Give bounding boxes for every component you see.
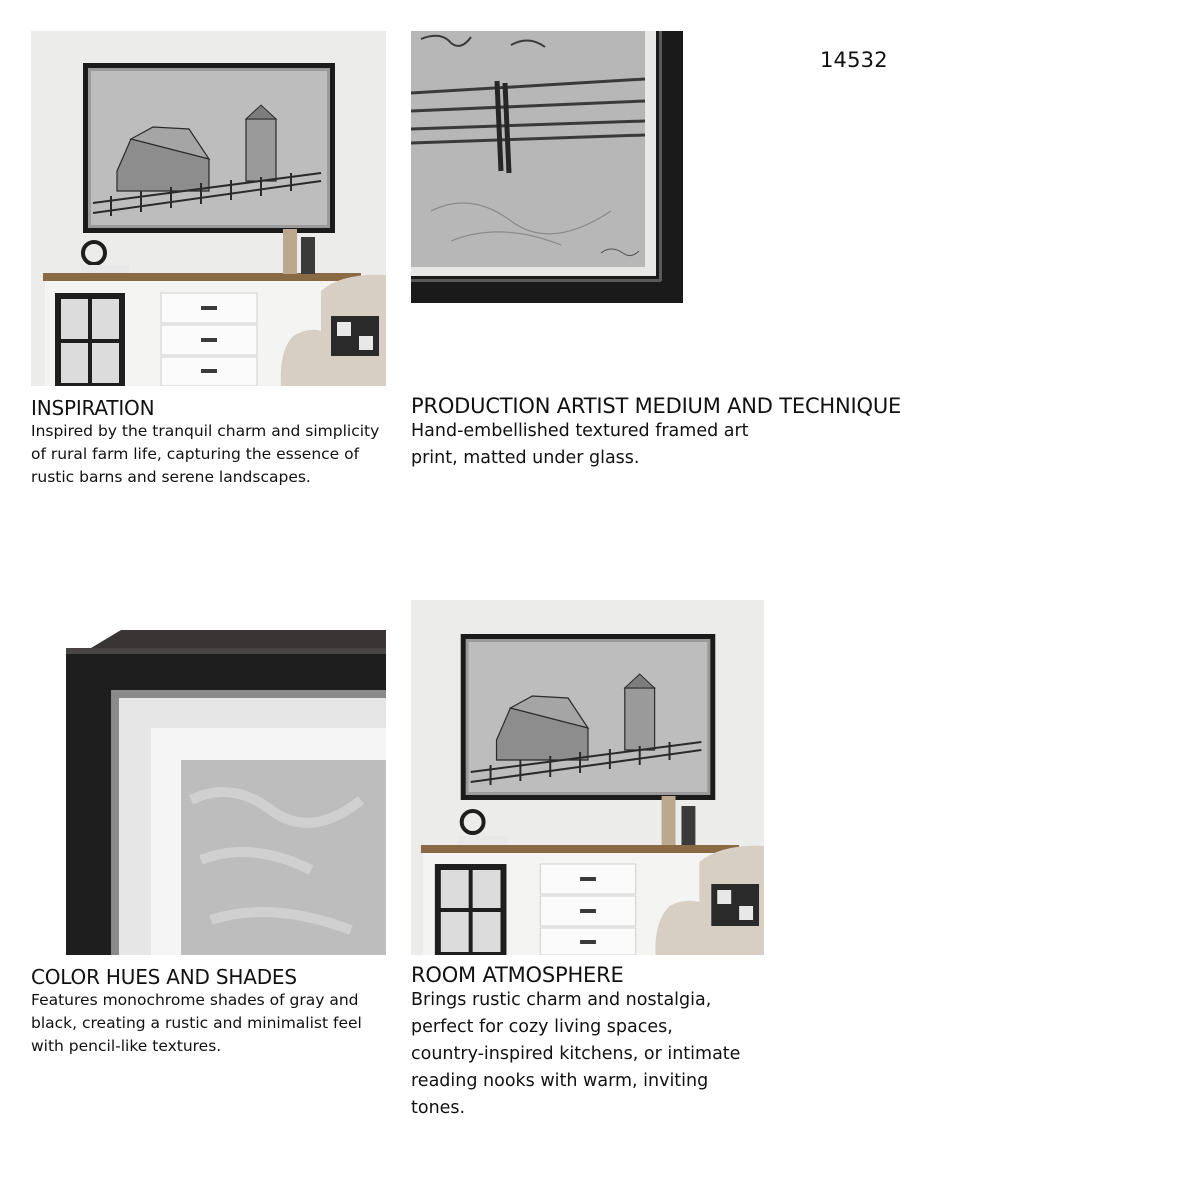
color-line: Features monochrome shades of gray and [31,991,359,1009]
inspiration-line: Inspired by the tranquil charm and simplicity [31,422,380,440]
room-atmosphere-photo [411,600,764,955]
production-line: print, matted under glass. [411,448,640,468]
production-section [411,394,971,472]
artwork-closeup-illustration [411,31,683,303]
inspiration-line: of rural farm life, capturing the essence of [31,445,360,463]
room-line: perfect for cozy living spaces, [411,1017,673,1037]
room-line: tones. [411,1098,466,1118]
color-text [31,989,391,1058]
production-line: Hand-embellished textured framed art [411,421,749,441]
color-heading: COLOR HUES AND SHADES [31,965,297,989]
product-sku: 14532 [820,48,888,72]
room-line: reading nooks with warm, inviting [411,1071,709,1091]
color-line: with pencil-like textures. [31,1037,222,1055]
room-section [411,963,791,1122]
color-section [31,965,391,1058]
room-line: Brings rustic charm and nostalgia, [411,990,712,1010]
room-scene-illustration [31,31,386,386]
room-atmosphere-illustration [411,600,764,955]
room-heading: ROOM ATMOSPHERE [411,963,624,987]
frame-corner-illustration [31,600,386,955]
room-scene-photo [31,31,386,386]
artwork-closeup-photo [411,31,683,303]
production-heading: PRODUCTION ARTIST MEDIUM AND TECHNIQUE [411,394,902,418]
production-text [411,418,971,472]
inspiration-text [31,420,391,489]
frame-corner-photo [31,600,386,955]
inspiration-heading: INSPIRATION [31,396,155,420]
color-line: black, creating a rustic and minimalist feel [31,1014,362,1032]
room-text [411,987,791,1122]
inspiration-section [31,396,391,489]
inspiration-line: rustic barns and serene landscapes. [31,468,311,486]
room-line: country-inspired kitchens, or intimate [411,1044,741,1064]
